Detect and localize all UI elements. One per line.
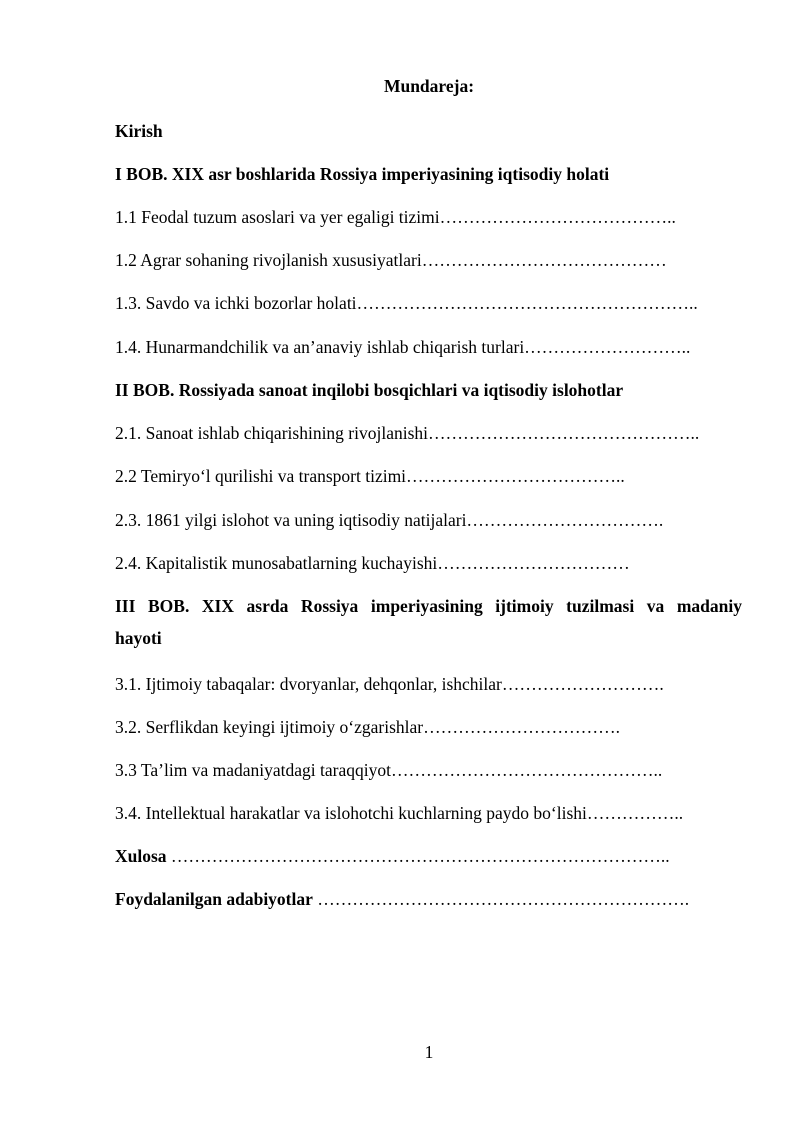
toc-entry-2-3: 2.3. 1861 yilgi islohot va uning iqtisodiy natijalari……………………………. — [115, 510, 664, 530]
toc-entry-2-2: 2.2 Temiryo‘l qurilishi va transport tizimi……………………………….. — [115, 466, 625, 486]
toc-entry-xulosa-dots: ………………………………………………………………………….. — [166, 846, 670, 866]
toc-entry-3-4: 3.4. Intellektual harakatlar va islohotchi kuchlarning paydo bo‘lishi…………….. — [115, 803, 684, 823]
toc-entry-2-1: 2.1. Sanoat ishlab chiqarishining rivojlanishi……………………………………….. — [115, 423, 700, 443]
toc-entry-adabiyotlar-label: Foydalanilgan adabiyotlar — [115, 889, 313, 909]
toc-chapter-3-line-2: hayoti — [115, 628, 162, 648]
toc-entry-xulosa-label: Xulosa — [115, 846, 167, 866]
toc-chapter-1: I BOB. XIX asr boshlarida Rossiya imperiyasining iqtisodiy holati — [115, 164, 610, 184]
toc-entry-1-3: 1.3. Savdo va ichki bozorlar holati………………………………………………….. — [115, 293, 698, 313]
toc-entry-1-4: 1.4. Hunarmandchilik va an’anaviy ishlab chiqarish turlari……………………….. — [115, 337, 691, 357]
page-number: 1 — [424, 1042, 434, 1062]
toc-entry-3-1: 3.1. Ijtimoiy tabaqalar: dvoryanlar, dehqonlar, ishchilar………………………. — [115, 674, 664, 694]
toc-entry-kirish: Kirish — [115, 121, 163, 141]
toc-entry-xulosa — [115, 845, 670, 867]
toc-entry-1-2: 1.2 Agrar sohaning rivojlanish xususiyatlari…………………………………… — [115, 250, 667, 270]
toc-entry-3-3: 3.3 Ta’lim va madaniyatdagi taraqqiyot……………………………………….. — [115, 760, 663, 780]
page-title: Mundareja: — [383, 76, 475, 96]
toc-entry-3-2: 3.2. Serflikdan keyingi ijtimoiy o‘zgarishlar……………………………. — [115, 717, 621, 737]
toc-entry-2-4: 2.4. Kapitalistik munosabatlarning kuchayishi…………………………… — [115, 553, 630, 573]
toc-chapter-3-line-1: III BOB. XIX asrda Rossiya imperiyasining ijtimoiy tuzilmasi va madaniy — [115, 596, 742, 616]
toc-entry-adabiyotlar-dots: ………………………………………………………. — [312, 889, 690, 909]
toc-entry-adabiyotlar — [115, 888, 689, 910]
toc-entry-1-1: 1.1 Feodal tuzum asoslari va yer egaligi tizimi………………………………….. — [115, 207, 676, 227]
toc-chapter-2: II BOB. Rossiyada sanoat inqilobi bosqichlari va iqtisodiy islohotlar — [115, 380, 624, 400]
